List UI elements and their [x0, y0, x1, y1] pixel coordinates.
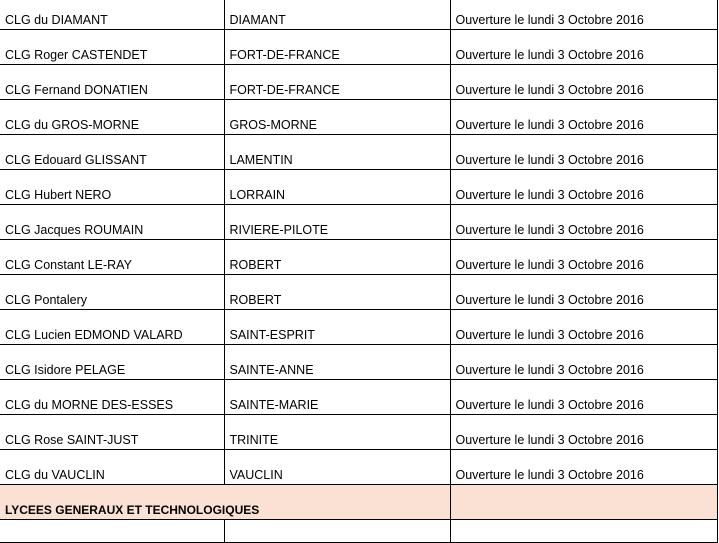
status-cell[interactable]: Ouverture le lundi 3 Octobre 2016 [450, 380, 717, 415]
table-row [0, 100, 717, 135]
status-cell[interactable]: Ouverture le lundi 3 Octobre 2016 [450, 415, 717, 450]
status-cell[interactable]: Ouverture le lundi 3 Octobre 2016 [450, 310, 717, 345]
commune-cell[interactable]: DIAMANT [224, 0, 450, 30]
section-title[interactable]: LYCEES GENERAUX ET TECHNOLOGIQUES [0, 485, 450, 520]
college-cell[interactable]: CLG Hubert NERO [0, 170, 224, 205]
commune-cell[interactable]: TRINITE [224, 415, 450, 450]
commune-cell[interactable]: LORRAIN [224, 170, 450, 205]
commune-cell[interactable]: FORT-DE-FRANCE [224, 65, 450, 100]
table-row [0, 30, 717, 65]
commune-cell[interactable]: LAMENTIN [224, 135, 450, 170]
table-row [0, 275, 717, 310]
status-cell[interactable]: Ouverture le lundi 3 Octobre 2016 [450, 170, 717, 205]
status-cell[interactable]: Ouverture le lundi 3 Octobre 2016 [450, 205, 717, 240]
table-row-empty [0, 520, 717, 543]
college-cell[interactable]: CLG Edouard GLISSANT [0, 135, 224, 170]
status-cell[interactable]: Ouverture le lundi 3 Octobre 2016 [450, 100, 717, 135]
section-empty-cell[interactable] [450, 485, 717, 520]
college-cell[interactable]: CLG du MORNE DES-ESSES [0, 380, 224, 415]
table-row [0, 0, 717, 30]
commune-cell[interactable]: GROS-MORNE [224, 100, 450, 135]
empty-cell[interactable] [0, 520, 224, 543]
table-row [0, 310, 717, 345]
status-cell[interactable]: Ouverture le lundi 3 Octobre 2016 [450, 240, 717, 275]
status-cell[interactable]: Ouverture le lundi 3 Octobre 2016 [450, 65, 717, 100]
commune-cell[interactable]: VAUCLIN [224, 450, 450, 485]
table-row [0, 380, 717, 415]
college-cell[interactable]: CLG du VAUCLIN [0, 450, 224, 485]
table-row [0, 135, 717, 170]
empty-cell[interactable] [450, 520, 717, 543]
status-cell[interactable]: Ouverture le lundi 3 Octobre 2016 [450, 135, 717, 170]
college-cell[interactable]: CLG Constant LE-RAY [0, 240, 224, 275]
commune-cell[interactable]: RIVIERE-PILOTE [224, 205, 450, 240]
empty-cell[interactable] [224, 520, 450, 543]
table-row [0, 170, 717, 205]
table-row [0, 205, 717, 240]
college-cell[interactable]: CLG Fernand DONATIEN [0, 65, 224, 100]
commune-cell[interactable]: ROBERT [224, 240, 450, 275]
college-cell[interactable]: CLG Lucien EDMOND VALARD [0, 310, 224, 345]
college-cell[interactable]: CLG Jacques ROUMAIN [0, 205, 224, 240]
commune-cell[interactable]: SAINTE-MARIE [224, 380, 450, 415]
commune-cell[interactable]: ROBERT [224, 275, 450, 310]
table-row [0, 345, 717, 380]
college-cell[interactable]: CLG Pontalery [0, 275, 224, 310]
commune-cell[interactable]: SAINTE-ANNE [224, 345, 450, 380]
table-row [0, 450, 717, 485]
table-row [0, 240, 717, 275]
college-cell[interactable]: CLG du GROS-MORNE [0, 100, 224, 135]
section-header-row [0, 485, 717, 520]
commune-cell[interactable]: FORT-DE-FRANCE [224, 30, 450, 65]
college-cell[interactable]: CLG Isidore PELAGE [0, 345, 224, 380]
college-cell[interactable]: CLG Rose SAINT-JUST [0, 415, 224, 450]
status-cell[interactable]: Ouverture le lundi 3 Octobre 2016 [450, 450, 717, 485]
status-cell[interactable]: Ouverture le lundi 3 Octobre 2016 [450, 0, 717, 30]
status-cell[interactable]: Ouverture le lundi 3 Octobre 2016 [450, 275, 717, 310]
table-row [0, 415, 717, 450]
commune-cell[interactable]: SAINT-ESPRIT [224, 310, 450, 345]
status-cell[interactable]: Ouverture le lundi 3 Octobre 2016 [450, 345, 717, 380]
college-cell[interactable]: CLG du DIAMANT [0, 0, 224, 30]
status-cell[interactable]: Ouverture le lundi 3 Octobre 2016 [450, 30, 717, 65]
college-cell[interactable]: CLG Roger CASTENDET [0, 30, 224, 65]
table-row [0, 65, 717, 100]
